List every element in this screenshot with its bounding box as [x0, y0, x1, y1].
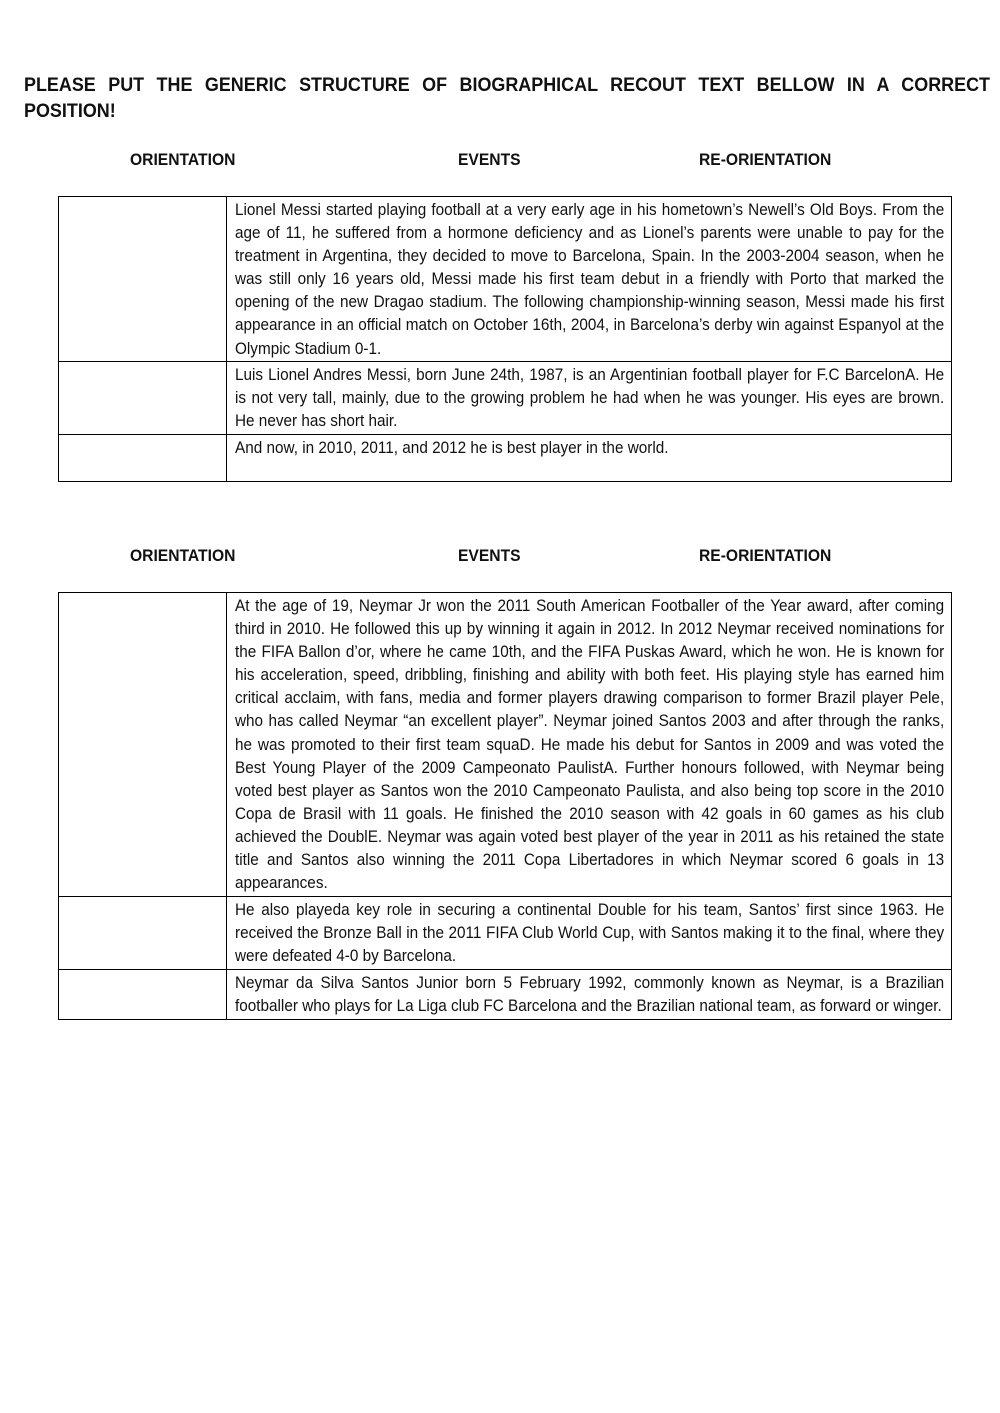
- label-events[interactable]: EVENTS: [458, 546, 521, 565]
- table-row: [59, 897, 952, 970]
- category-labels-1: [0, 150, 1000, 174]
- label-orientation[interactable]: ORIENTATION: [130, 150, 236, 169]
- label-events[interactable]: EVENTS: [458, 150, 521, 169]
- table-row: [59, 362, 952, 435]
- drop-slot[interactable]: [59, 593, 227, 897]
- label-orientation[interactable]: ORIENTATION: [130, 546, 236, 565]
- drop-slot[interactable]: [59, 897, 227, 970]
- drop-slot[interactable]: [59, 362, 227, 435]
- text-cell: [227, 435, 952, 482]
- text-cell: [227, 970, 952, 1020]
- paragraph-text: At the age of 19, Neymar Jr won the 2011 South American Footballer of the Year award, after coming third in 2010. He followed this up by winning it again in 2012. In 2012 Neymar received nominations for the FIFA Ballon d’or, where he came 10th, and the FIFA Puskas Award, which he won. He is known for his acceleration, speed, dribbling, finishing and ability with both feet. His playing style has earned him critical acclaim, with fans, media and former players drawing comparison to former Brazil player Pele, who has called Neymar “an excellent player”. Neymar joined Santos 2003 and after through the ranks, he was promoted to their first team squaD. He made his debut for Santos in 2009 and was voted the Best Young Player of the 2009 Campeonato PaulistA. Further honours followed, with Neymar being voted best player as Santos won the 2010 Campeonato Paulista, and also being top score in the 2010 Copa de Brasil with 11 goals. He finished the 2010 season with 42 goals in 60 games as his club achieved the DoublE. Neymar was again voted best player of the year in 2011 as his retained the state title and Santos also winning the 2011 Copa Libertadores in which Neymar scored 6 goals in 13 appearances.: [235, 596, 945, 893]
- drop-slot[interactable]: [59, 435, 227, 482]
- paragraph-text: Lionel Messi started playing football at a very early age in his hometown’s Newell’s Old Boys. From the age of 11, he suffered from a hormone deficiency and as Lionel’s parents were unable to pay for the treatment in Argentina, they decided to move to Barcelona, Spain. In the 2003-2004 season, when he was still only 16 years old, Messi made his first team debut in a friendly with Porto that marked the opening of the new Dragao stadium. The following championship-winning season, Messi made his first appearance in an official match on October 16th, 2004, in Barcelona’s derby win against Espanyol at the Olympic Stadium 0-1.: [235, 200, 945, 358]
- table-row: [59, 593, 952, 897]
- drop-slot[interactable]: [59, 197, 227, 362]
- text-cell: [227, 593, 952, 897]
- paragraph-text: Neymar da Silva Santos Junior born 5 February 1992, commonly known as Neymar, is a Brazilian footballer who plays for La Liga club FC Barcelona and the Brazilian national team, as forward or winger.: [235, 973, 945, 1016]
- instruction-heading: PLEASE PUT THE GENERIC STRUCTURE OF BIOGRAPHICAL RECOUT TEXT BELLOW IN A CORRECT POSITION!: [24, 74, 990, 122]
- text-cell: [227, 897, 952, 970]
- sorting-table-2: [58, 592, 952, 1020]
- drop-slot[interactable]: [59, 970, 227, 1020]
- label-re-orientation[interactable]: RE-ORIENTATION: [699, 546, 832, 565]
- label-re-orientation[interactable]: RE-ORIENTATION: [699, 150, 832, 169]
- text-cell: [227, 197, 952, 362]
- sorting-table-1: [58, 196, 952, 482]
- paragraph-text: He also playeda key role in securing a continental Double for his team, Santos’ first since 1963. He received the Bronze Ball in the 2011 FIFA Club World Cup, with Santos making it to the final, where they were defeated 4-0 by Barcelona.: [235, 900, 945, 966]
- text-cell: [227, 362, 952, 435]
- paragraph-text: And now, in 2010, 2011, and 2012 he is best player in the world.: [235, 438, 669, 457]
- category-labels-2: [0, 546, 1000, 570]
- table-row: [59, 435, 952, 482]
- table-row: [59, 970, 952, 1020]
- paragraph-text: Luis Lionel Andres Messi, born June 24th, 1987, is an Argentinian football player for F.C BarcelonA. He is not very tall, mainly, due to the growing problem he had when he was younger. His eyes are brown. He never has short hair.: [235, 365, 945, 431]
- table-row: [59, 197, 952, 362]
